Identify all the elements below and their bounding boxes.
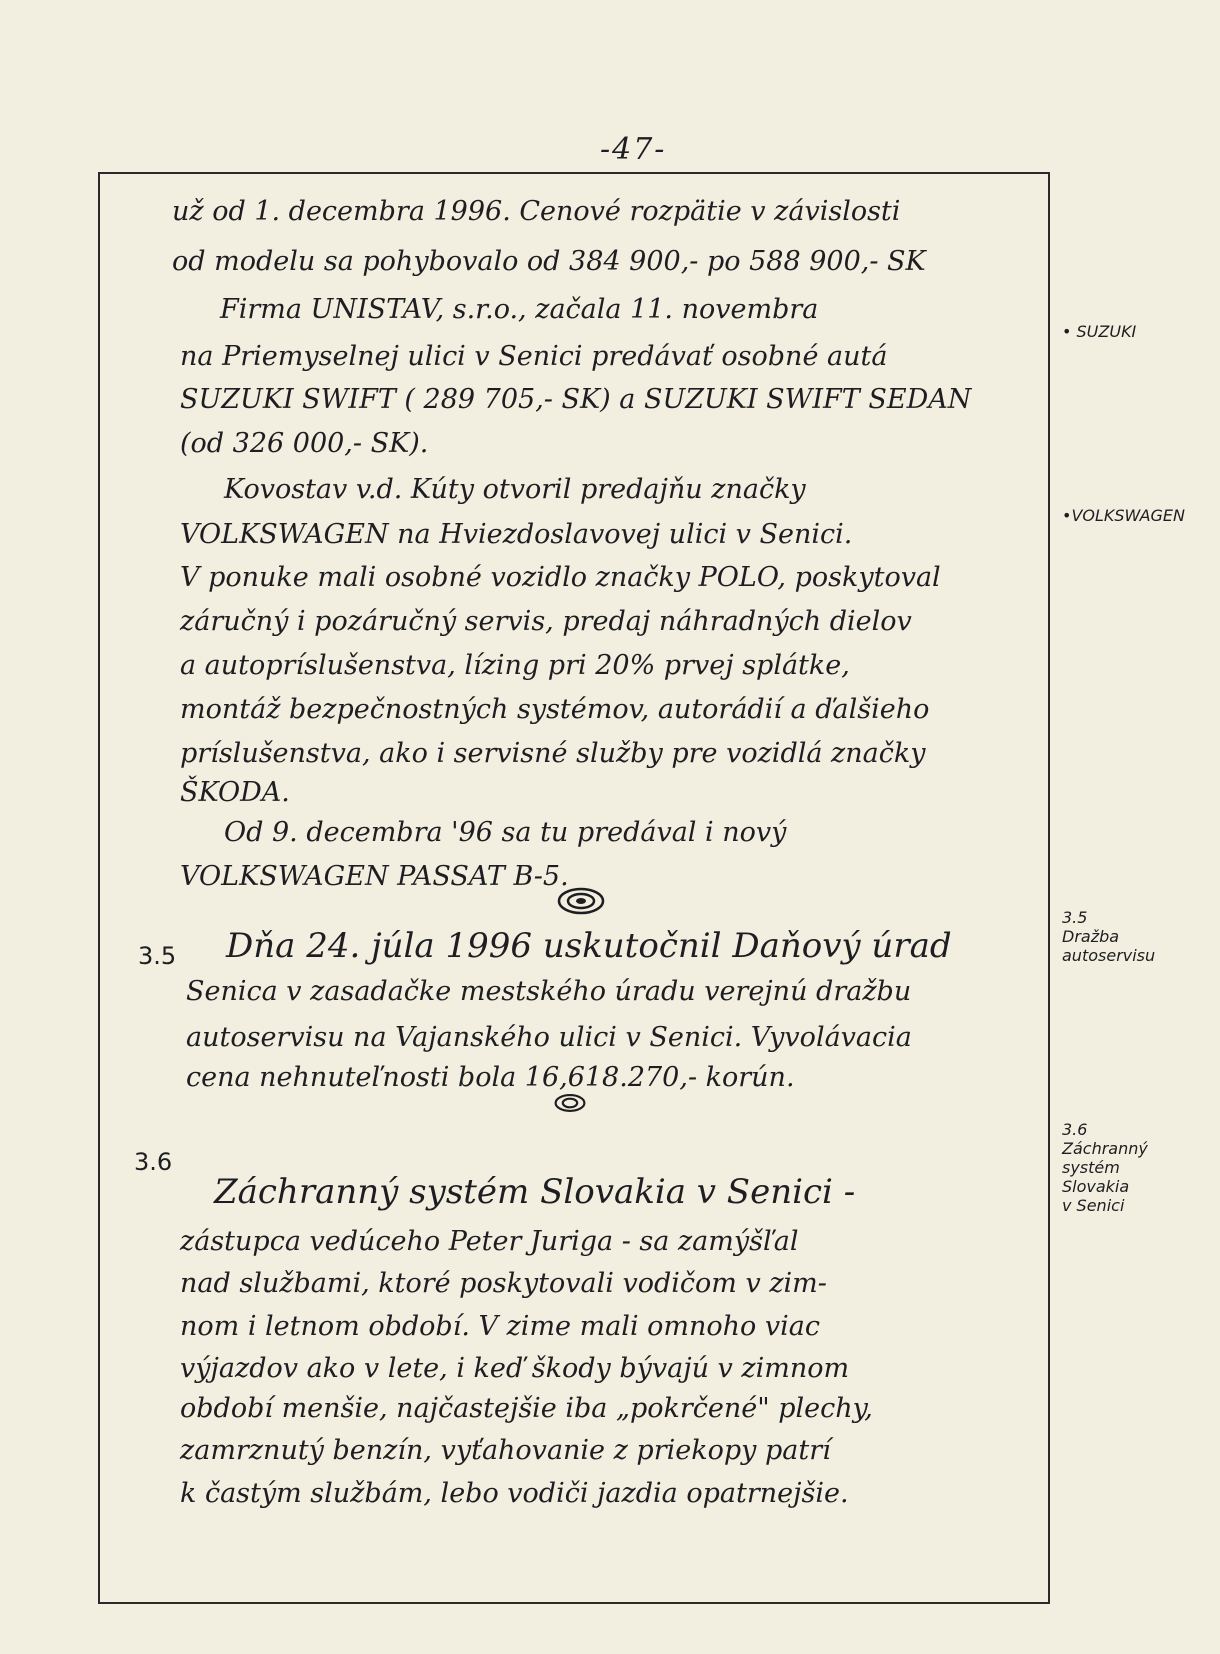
text-line: ŠKODA. [180,777,290,808]
text-line: Firma UNISTAV, s.r.o., začala 11. novembra [220,294,819,325]
text-line: záručný i pozáručný servis, predaj náhradných dielov [180,606,912,637]
text-line: VOLKSWAGEN na Hviezdoslavovej ulici v Senici. [180,519,853,550]
separator-ornament-icon [556,886,606,916]
text-line: Dňa 24. júla 1996 uskutočnil Daňový úrad [226,926,952,966]
margin-note-text: systém [1062,1158,1120,1177]
text-line: V ponuke mali osobné vozidlo značky POLO, poskytoval [180,562,941,593]
text-line: SUZUKI SWIFT ( 289 705,- SK) a SUZUKI SWIFT SEDAN [180,384,972,415]
margin-note-text: Záchranný [1062,1139,1148,1158]
text-line: príslušenstva, ako i servisné služby pre vozidlá značky [180,738,926,769]
text-line: nom i letnom období. V zime mali omnoho viac [180,1311,820,1342]
text-line: (od 326 000,- SK). [180,428,429,459]
text-line: Záchranný systém Slovakia v Senici - [214,1172,856,1212]
margin-note-text: 3.6 [1062,1120,1088,1139]
page-number: -47- [600,132,667,167]
text-line: zástupca vedúceho Peter Juriga - sa zamýšľal [180,1226,799,1257]
margin-note-zachranny-system [1062,1120,1212,1215]
margin-note-text: 3.5 [1062,908,1088,927]
margin-note-text: Slovakia [1062,1177,1130,1196]
text-line: už od 1. decembra 1996. Cenové rozpätie v závislosti [172,196,901,227]
text-line: autoservisu na Vajanského ulici v Senici. Vyvolávacia [186,1022,912,1053]
text-line: cena nehnuteľnosti bola 16,618.270,- korún. [186,1062,795,1093]
text-line: výjazdov ako v lete, i keď škody bývajú v zimnom [180,1353,850,1384]
text-line: montáž bezpečnostných systémov, autorádií a ďalšieho [180,694,930,725]
margin-note-text: • SUZUKI [1062,322,1137,341]
margin-note-text: •VOLKSWAGEN [1062,506,1185,525]
margin-note-text: Dražba [1062,927,1120,946]
margin-note-volkswagen [1062,506,1212,525]
text-line: Kovostav v.d. Kúty otvoril predajňu značky [224,474,806,505]
text-line: na Priemyselnej ulici v Senici predávať osobné autá [180,341,888,372]
text-line: nad službami, ktoré poskytovali vodičom v zim- [180,1268,827,1299]
text-line: období menšie, najčastejšie iba „pokrčené" plechy, [180,1393,873,1424]
margin-note-text: v Senici [1062,1196,1125,1215]
section-number: 3.6 [134,1148,173,1176]
text-line: od modelu sa pohybovalo od 384 900,- po 588 900,- SK [172,246,926,277]
margin-note-text: autoservisu [1062,946,1156,965]
text-line: zamrznutý benzín, vyťahovanie z priekopy patrí [180,1435,831,1466]
separator-ornament-icon [552,1092,588,1114]
margin-note-suzuki [1062,322,1212,341]
text-line: k častým službám, lebo vodiči jazdia opatrnejšie. [180,1478,849,1509]
text-line: Senica v zasadačke mestského úradu verejnú dražbu [186,976,912,1007]
text-line: Od 9. decembra '96 sa tu predával i nový [224,817,787,848]
text-line: a autopríslušenstva, lízing pri 20% prvej splátke, [180,650,850,681]
text-line: VOLKSWAGEN PASSAT B-5. [180,861,569,892]
margin-note-drazba [1062,908,1212,965]
section-number: 3.5 [138,942,177,970]
